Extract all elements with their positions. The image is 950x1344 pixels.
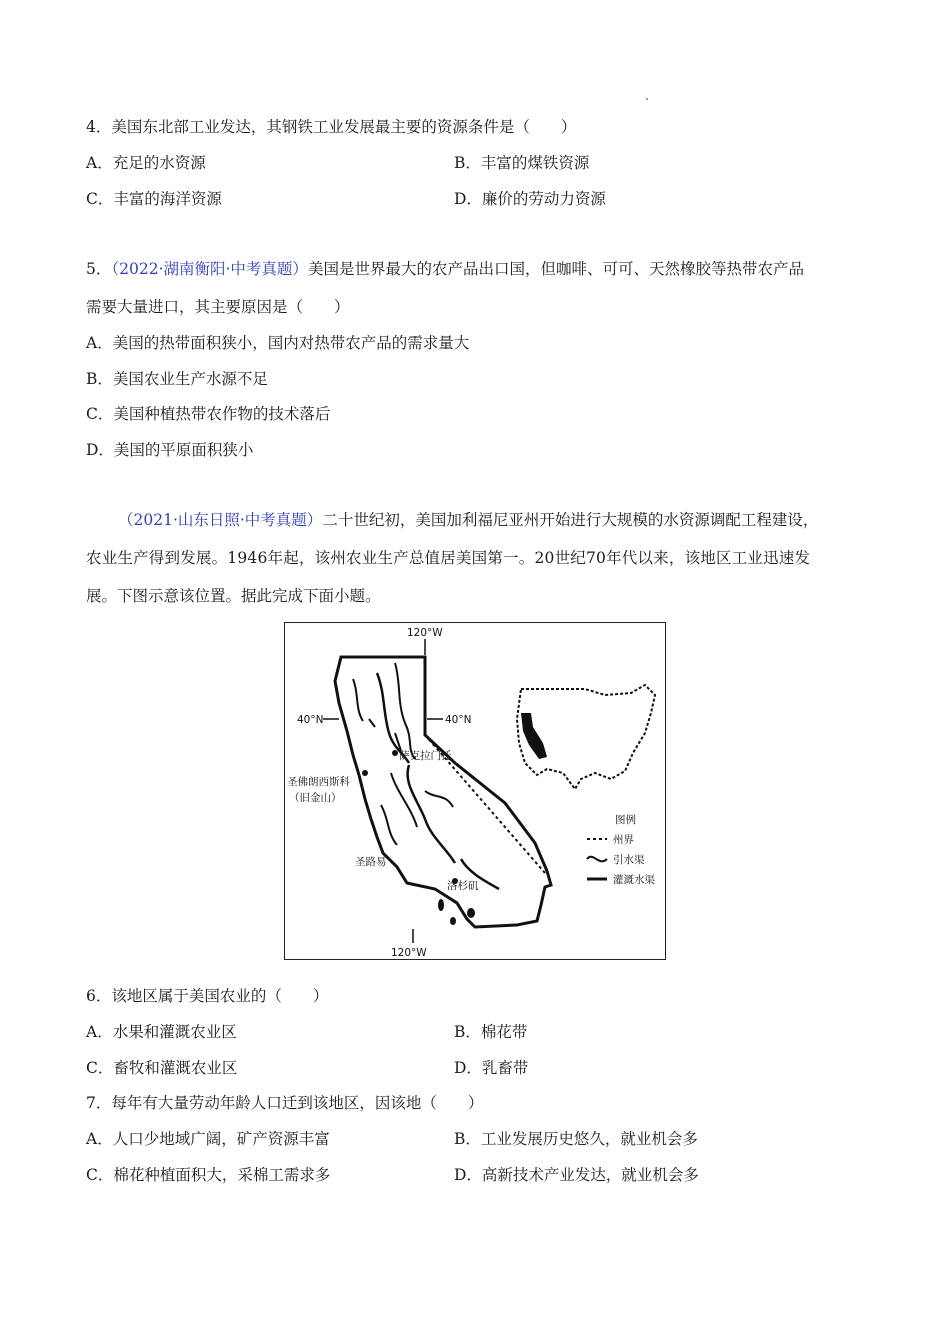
- q6-option-b: B．棉花带: [454, 1023, 528, 1041]
- q5-number: 5．: [86, 260, 112, 278]
- stray-mark: [646, 98, 648, 100]
- q6-option-a: A．水果和灌溉农业区: [86, 1023, 237, 1041]
- san-francisco-marker: [362, 770, 368, 776]
- lon-label-top: 120°W: [407, 627, 443, 639]
- q5-source: （2022·湖南衡阳·中考真题）: [111, 260, 308, 278]
- legend-item-aqueduct: 引水渠: [613, 854, 645, 866]
- passage-source: （2021·山东日照·中考真题）: [118, 511, 323, 529]
- california-outline: [335, 657, 551, 927]
- q7-option-c: C．棉花种植面积大，采棉工需求多: [86, 1166, 331, 1184]
- q5-option-d: D．美国的平原面积狭小: [86, 441, 254, 459]
- legend-title: 图例: [615, 814, 636, 826]
- city-san-francisco-alt: （旧金山）: [289, 792, 342, 804]
- question-5-stem-line-2: 需要大量进口，其主要原因是（ ）: [86, 298, 350, 316]
- q5-option-a: A．美国的热带面积狭小，国内对热带农产品的需求量大: [86, 334, 470, 352]
- california-map-figure: [284, 622, 666, 960]
- legend-item-border: 州界: [613, 834, 634, 846]
- sacramento-marker: [392, 750, 398, 756]
- question-6-stem: 6．该地区属于美国农业的（ ）: [86, 987, 329, 1005]
- q4-option-d: D．廉价的劳动力资源: [454, 190, 606, 208]
- lat-label-right: 40°N: [445, 714, 472, 726]
- california-map: [285, 623, 665, 959]
- legend-symbol-aqueduct: [587, 857, 607, 862]
- lon-label-bottom: 120°W: [391, 947, 427, 959]
- q4-option-a: A．充足的水资源: [86, 154, 206, 172]
- city-san-luis: 圣路易: [355, 856, 387, 868]
- q7-option-d: D．高新技术产业发达，就业机会多: [454, 1166, 699, 1184]
- q5-option-b: B．美国农业生产水源不足: [86, 370, 268, 388]
- city-los-angeles: 洛杉矶: [447, 880, 479, 892]
- q5-stem-text: 美国是世界最大的农产品出口国，但咖啡、可可、天然橡胶等热带农产品: [307, 260, 804, 278]
- q6-option-d: D．乳畜带: [454, 1059, 529, 1077]
- lat-label-left: 40°N: [297, 714, 324, 726]
- q4-option-b: B．丰富的煤铁资源: [454, 154, 590, 172]
- q7-option-b: B．工业发展历史悠久，就业机会多: [454, 1130, 698, 1148]
- question-5-stem-line-1: [86, 258, 804, 280]
- city-sacramento: 萨克拉门托: [399, 750, 452, 762]
- usa-inset-map: [517, 685, 655, 789]
- passage-line-1: [118, 509, 818, 531]
- question-4-stem: 4．美国东北部工业发达，其钢铁工业发展最主要的资源条件是（ ）: [86, 118, 577, 136]
- passage-line-2: 农业生产得到发展。1946年起，该州农业生产总值居美国第一。20世纪70年代以来，该地区工业迅速发: [86, 549, 811, 567]
- city-san-francisco: 圣佛朗西斯科: [287, 776, 350, 788]
- q7-option-a: A．人口少地域广阔，矿产资源丰富: [86, 1130, 330, 1148]
- q6-option-c: C．畜牧和灌溉农业区: [86, 1059, 238, 1077]
- california-highlight: [521, 713, 547, 759]
- legend-item-irrigation: 灌溉水渠: [613, 874, 655, 886]
- q5-option-c: C．美国种植热带农作物的技术落后: [86, 405, 331, 423]
- passage-line-3: 展。下图示意该位置。据此完成下面小题。: [86, 587, 381, 605]
- q4-option-c: C．丰富的海洋资源: [86, 190, 222, 208]
- question-7-stem: 7．每年有大量劳动年龄人口迁到该地区，因该地（ ）: [86, 1094, 484, 1112]
- passage-text-1: 二十世纪初，美国加利福尼亚州开始进行大规模的水资源调配工程建设，: [322, 511, 819, 529]
